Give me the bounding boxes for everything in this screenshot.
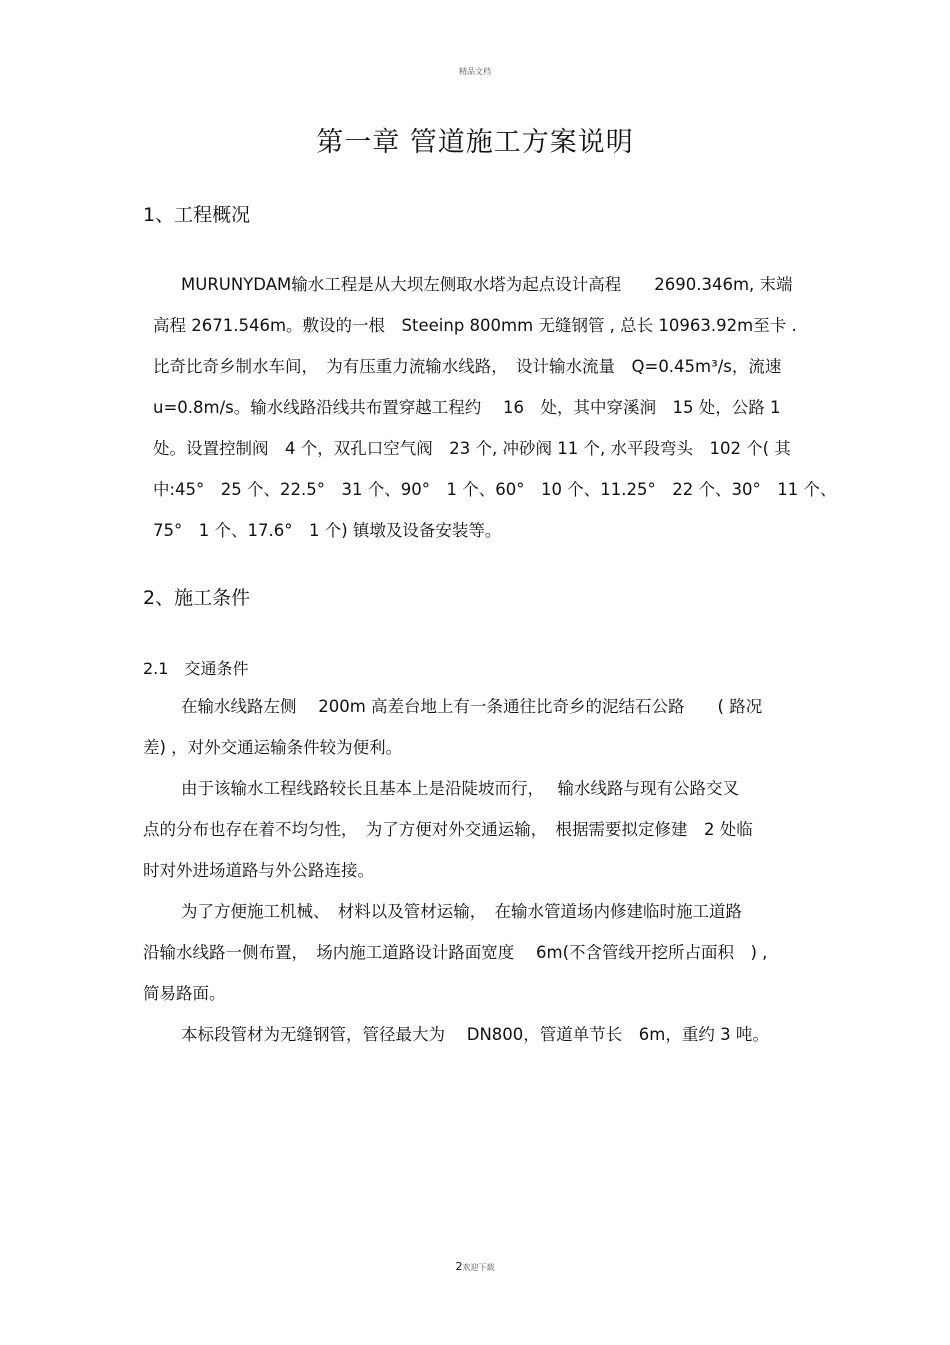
body-line: 为了方便施工机械、 材料以及管材运输， 在输水管道场内修建临时施工道路 (181, 902, 742, 921)
body-line: 差) ，对外交通运输条件较为便利。 (143, 738, 403, 757)
body-line: 中:45° 25 个、22.5° 31 个、90° 1 个、60° 10 个、11.25° 22 个、30° 11 个、 (153, 480, 837, 499)
page-number: 2 (455, 1260, 463, 1273)
body-line: 高程 2671.546m。敷设的一根 Steeinp 800mm 无缝钢管 , 总长 10963.92m至卡 . (153, 316, 797, 335)
body-line: 在输水线路左侧 200m 高差台地上有一条通往比奇乡的泥结石公路 ( 路况 (181, 697, 763, 716)
body-line: 简易路面。 (143, 984, 226, 1003)
footer-text: 欢迎下载 (462, 1263, 495, 1272)
page-footer (0, 1260, 950, 1273)
section-heading-2: 2、施工条件 (143, 587, 251, 609)
section-2-body (143, 686, 808, 1055)
body-line: 点的分布也存在着不均匀性， 为了方便对外交通运输， 根据需要拟定修建 2 处临 (143, 820, 753, 839)
body-line: 本标段管材为无缝钢管，管径最大为 DN800，管道单节长 6m，重约 3 吨。 (181, 1025, 769, 1044)
body-line: 由于该输水工程线路较长且基本上是沿陡坡而行， 输水线路与现有公路交叉 (181, 779, 739, 798)
body-line: 沿输水线路一侧布置， 场内施工道路设计路面宽度 6m(不含管线开挖所占面积 ) , (143, 943, 768, 962)
page-header: 精品文档 (459, 67, 491, 76)
section-heading-1: 1、工程概况 (143, 204, 251, 226)
body-line: MURUNYDAM输水工程是从大坝左侧取水塔为起点设计高程 2690.346m, 末端 (181, 275, 793, 294)
section-1-body (143, 264, 837, 551)
subsection-heading: 2.1 交通条件 (143, 659, 249, 678)
body-line: 处。设置控制阀 4 个，双孔口空气阀 23 个, 冲砂阀 11 个, 水平段弯头 102 个( 其 (153, 439, 791, 458)
body-line: 75° 1 个、17.6° 1 个) 镇墩及设备安装等。 (153, 521, 502, 540)
body-line: 时对外进场道路与外公路连接。 (143, 861, 374, 880)
chapter-title: 第一章 管道施工方案说明 (316, 127, 634, 158)
body-line: 比奇比奇乡制水车间， 为有压重力流输水线路， 设计输水流量 Q=0.45m³/s，流速 (153, 357, 782, 376)
body-line: u=0.8m/s。输水线路沿线共布置穿越工程约 16 处，其中穿溪涧 15 处，公路 1 (153, 398, 781, 417)
